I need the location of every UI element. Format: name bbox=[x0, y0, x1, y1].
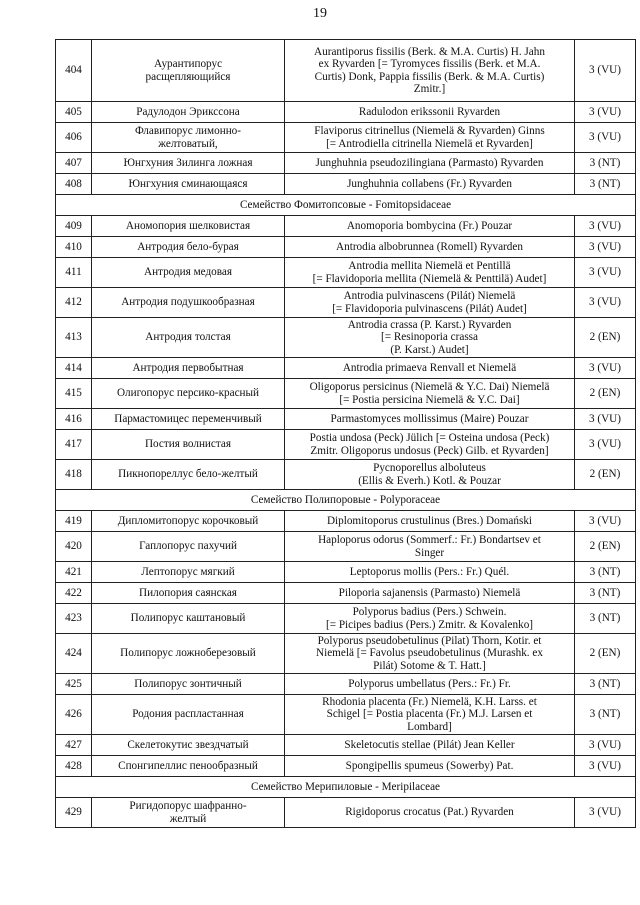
russian-name-line: Пилопория саянская bbox=[139, 586, 237, 599]
russian-name bbox=[92, 174, 285, 195]
status-category: 3 (VU) bbox=[575, 288, 636, 318]
russian-name-line: Радулодон Эрикссона bbox=[136, 105, 240, 118]
species-row bbox=[56, 40, 636, 102]
russian-name-line: Юнгхуния сминающаяся bbox=[128, 177, 248, 190]
latin-name bbox=[285, 674, 575, 695]
red-list-table bbox=[55, 39, 636, 828]
russian-name bbox=[92, 695, 285, 735]
status-category: 3 (VU) bbox=[575, 409, 636, 430]
russian-name bbox=[92, 216, 285, 237]
status-category: 3 (VU) bbox=[575, 798, 636, 828]
russian-name bbox=[92, 583, 285, 604]
species-row bbox=[56, 735, 636, 756]
status-category: 3 (NT) bbox=[575, 562, 636, 583]
species-row bbox=[56, 460, 636, 490]
russian-name-line: Антродия толстая bbox=[145, 331, 231, 344]
russian-name-line: Постия волнистая bbox=[144, 438, 232, 451]
species-row bbox=[56, 562, 636, 583]
latin-name-line: Antrodia mellita Niemelä et Pentillä bbox=[348, 260, 511, 272]
russian-name-line: Гаплопорус пахучий bbox=[139, 540, 237, 553]
latin-name-line: Polyporus pseudobetulinus (Pilat) Thorn, Kotir. et bbox=[317, 634, 542, 647]
russian-name bbox=[92, 756, 285, 777]
russian-name-line: Антродия медовая bbox=[143, 266, 232, 279]
latin-name-line: Schigel [= Postia placenta (Fr.) M.J. Larsen et bbox=[326, 708, 533, 721]
status-category: 3 (VU) bbox=[575, 430, 636, 460]
species-row bbox=[56, 409, 636, 430]
russian-name-line: Пармастомицес переменчивый bbox=[114, 412, 262, 425]
species-number: 420 bbox=[56, 532, 92, 562]
latin-name-line: Polyporus badius (Pers.) Schwein. bbox=[352, 606, 507, 618]
latin-name bbox=[285, 604, 575, 634]
russian-name-line: Полипорус зонтичный bbox=[134, 677, 242, 690]
russian-name bbox=[92, 358, 285, 379]
latin-name-line: Piloporia sajanensis (Parmasto) Niemelä bbox=[338, 586, 521, 599]
latin-name bbox=[285, 756, 575, 777]
species-number: 408 bbox=[56, 174, 92, 195]
family-name: Семейство Мерипиловые - Meripilaceae bbox=[56, 777, 636, 798]
status-category: 3 (VU) bbox=[575, 123, 636, 153]
russian-name bbox=[92, 460, 285, 490]
species-row bbox=[56, 318, 636, 358]
latin-name-line: Oligoporus persicinus (Niemelä & Y.C. Dai) Niemelä bbox=[309, 381, 550, 393]
species-row bbox=[56, 237, 636, 258]
latin-name-line: Pilát) Sotome & T. Hatt.] bbox=[373, 659, 486, 672]
species-row bbox=[56, 798, 636, 828]
latin-name-line: Junghuhnia pseudozilingiana (Parmasto) Ryvarden bbox=[315, 156, 544, 169]
latin-name bbox=[285, 174, 575, 195]
russian-name-line: Родония распластанная bbox=[132, 708, 244, 721]
species-number: 410 bbox=[56, 237, 92, 258]
species-number: 419 bbox=[56, 511, 92, 532]
russian-name bbox=[92, 511, 285, 532]
status-category: 3 (NT) bbox=[575, 174, 636, 195]
species-row bbox=[56, 674, 636, 695]
russian-name-line: Пикнопореллус бело-желтый bbox=[118, 468, 258, 481]
family-name: Семейство Полипоровые - Polyporaceae bbox=[56, 490, 636, 511]
russian-name bbox=[92, 102, 285, 123]
latin-name bbox=[285, 258, 575, 288]
latin-name bbox=[285, 430, 575, 460]
status-category: 3 (NT) bbox=[575, 604, 636, 634]
status-category: 3 (VU) bbox=[575, 756, 636, 777]
latin-name-line: Antrodia pulvinascens (Pilát) Niemelä bbox=[343, 290, 516, 302]
russian-name-line: Аномопория шелковистая bbox=[125, 219, 251, 232]
status-category: 3 (NT) bbox=[575, 674, 636, 695]
species-row bbox=[56, 102, 636, 123]
latin-name-line: Diplomitoporus crustulinus (Bres.) Domański bbox=[326, 514, 533, 527]
latin-name bbox=[285, 583, 575, 604]
latin-name bbox=[285, 153, 575, 174]
russian-name-line: Полипорус ложноберезовый bbox=[120, 647, 256, 660]
latin-name bbox=[285, 216, 575, 237]
species-number: 413 bbox=[56, 318, 92, 358]
russian-name bbox=[92, 318, 285, 358]
russian-name-line: расщепляющийся bbox=[145, 70, 231, 83]
species-row bbox=[56, 430, 636, 460]
latin-name-line: (Ellis & Everh.) Kotl. & Pouzar bbox=[358, 474, 501, 487]
russian-name-line: Флавипорус лимонно- bbox=[134, 125, 242, 137]
russian-name-line: Юнгхуния Зилинга ложная bbox=[123, 156, 253, 169]
russian-name-line: Аурантипорус bbox=[153, 58, 223, 70]
latin-name bbox=[285, 409, 575, 430]
species-number: 409 bbox=[56, 216, 92, 237]
latin-name-line: [= Flavidoporia pulvinascens (Pilát) Audet] bbox=[332, 302, 527, 315]
species-number: 423 bbox=[56, 604, 92, 634]
latin-name-line: Spongipellis spumeus (Sowerby) Pat. bbox=[345, 759, 514, 772]
latin-name-line: Pycnoporellus alboluteus bbox=[373, 462, 486, 474]
status-category: 2 (EN) bbox=[575, 532, 636, 562]
latin-name bbox=[285, 237, 575, 258]
latin-name-line: Anomoporia bombycina (Fr.) Pouzar bbox=[346, 219, 513, 232]
species-row bbox=[56, 532, 636, 562]
status-category: 2 (EN) bbox=[575, 460, 636, 490]
species-number: 422 bbox=[56, 583, 92, 604]
russian-name-line: Спонгипеллис пенообразный bbox=[118, 759, 258, 772]
species-number: 412 bbox=[56, 288, 92, 318]
species-row bbox=[56, 756, 636, 777]
status-category: 3 (VU) bbox=[575, 40, 636, 102]
status-category: 3 (VU) bbox=[575, 258, 636, 288]
species-row bbox=[56, 379, 636, 409]
species-number: 421 bbox=[56, 562, 92, 583]
latin-name-line: Zmitr. Oligoporus undosus (Peck) Gilb. et Ryvarden] bbox=[310, 444, 549, 457]
species-number: 406 bbox=[56, 123, 92, 153]
species-row bbox=[56, 583, 636, 604]
species-number: 411 bbox=[56, 258, 92, 288]
latin-name-line: Singer bbox=[414, 546, 445, 559]
latin-name bbox=[285, 102, 575, 123]
status-category: 3 (NT) bbox=[575, 695, 636, 735]
status-category: 2 (EN) bbox=[575, 379, 636, 409]
species-row bbox=[56, 174, 636, 195]
latin-name bbox=[285, 460, 575, 490]
species-row bbox=[56, 358, 636, 379]
species-number: 405 bbox=[56, 102, 92, 123]
family-header-row bbox=[56, 195, 636, 216]
latin-name-line: Flaviporus citrinellus (Niemelä & Ryvarden) Ginns bbox=[314, 125, 545, 137]
russian-name-line: Лептопорус мягкий bbox=[141, 565, 235, 578]
latin-name-line: [= Flavidoporia mellita (Niemelä & Penttilä) Audet] bbox=[312, 272, 547, 285]
table-body bbox=[56, 40, 636, 828]
species-row bbox=[56, 288, 636, 318]
latin-name bbox=[285, 695, 575, 735]
latin-name-line: Radulodon erikssonii Ryvarden bbox=[358, 105, 501, 118]
latin-name bbox=[285, 634, 575, 674]
russian-name-line: Олигопорус персико-красный bbox=[116, 387, 260, 400]
latin-name-line: Parmastomyces mollissimus (Maire) Pouzar bbox=[330, 412, 529, 425]
russian-name bbox=[92, 634, 285, 674]
latin-name bbox=[285, 318, 575, 358]
species-row bbox=[56, 604, 636, 634]
species-row bbox=[56, 216, 636, 237]
species-row bbox=[56, 634, 636, 674]
species-number: 417 bbox=[56, 430, 92, 460]
latin-name-line: Rigidoporus crocatus (Pat.) Ryvarden bbox=[345, 806, 514, 819]
status-category: 3 (NT) bbox=[575, 153, 636, 174]
species-number: 414 bbox=[56, 358, 92, 379]
species-number: 426 bbox=[56, 695, 92, 735]
latin-name-line: [= Antrodiella citrinella Niemelä et Ryvarden] bbox=[326, 137, 533, 150]
latin-name bbox=[285, 511, 575, 532]
status-category: 3 (VU) bbox=[575, 735, 636, 756]
species-number: 428 bbox=[56, 756, 92, 777]
latin-name bbox=[285, 358, 575, 379]
latin-name-line: Lombard] bbox=[407, 720, 452, 733]
russian-name-line: желтый bbox=[169, 812, 207, 825]
status-category: 3 (VU) bbox=[575, 102, 636, 123]
latin-name-line: Leptoporus mollis (Pers.: Fr.) Quél. bbox=[349, 565, 510, 578]
latin-name-line: Antrodia primaeva Renvall et Niemelä bbox=[342, 361, 517, 374]
species-number: 429 bbox=[56, 798, 92, 828]
species-row bbox=[56, 511, 636, 532]
russian-name bbox=[92, 532, 285, 562]
latin-name-line: Antrodia crassa (P. Karst.) Ryvarden bbox=[347, 318, 512, 331]
family-name: Семейство Фомитопсовые - Fomitopsidaceae bbox=[56, 195, 636, 216]
species-number: 407 bbox=[56, 153, 92, 174]
russian-name bbox=[92, 288, 285, 318]
latin-name-line: ex Ryvarden [= Tyromyces fissilis (Berk. et M.A. bbox=[318, 58, 541, 70]
latin-name bbox=[285, 123, 575, 153]
status-category: 3 (VU) bbox=[575, 216, 636, 237]
russian-name-line: Антродия подушкообразная bbox=[121, 296, 255, 309]
russian-name bbox=[92, 379, 285, 409]
latin-name bbox=[285, 379, 575, 409]
russian-name bbox=[92, 40, 285, 102]
russian-name bbox=[92, 237, 285, 258]
status-category: 3 (VU) bbox=[575, 358, 636, 379]
russian-name-line: Антродия первобытная bbox=[132, 361, 244, 374]
species-number: 424 bbox=[56, 634, 92, 674]
russian-name-line: Дипломитопорус корочковый bbox=[117, 514, 259, 527]
species-row bbox=[56, 153, 636, 174]
russian-name bbox=[92, 604, 285, 634]
latin-name-line: Junghuhnia collabens (Fr.) Ryvarden bbox=[347, 177, 512, 190]
latin-name-line: Curtis) Donk, Pappia fissilis (Berk. & M.A. Curtis) bbox=[314, 70, 545, 83]
russian-name-line: Скелетокутис звездчатый bbox=[127, 738, 249, 751]
species-row bbox=[56, 258, 636, 288]
latin-name-line: [= Postia persicina Niemelä & Y.C. Dai] bbox=[339, 393, 520, 406]
latin-name-line: Polyporus umbellatus (Pers.: Fr.) Fr. bbox=[348, 677, 511, 690]
latin-name-line: Skeletocutis stellae (Pilát) Jean Keller bbox=[344, 738, 515, 751]
latin-name-line: [= Resinoporia crassa bbox=[380, 331, 479, 344]
russian-name bbox=[92, 409, 285, 430]
russian-name bbox=[92, 258, 285, 288]
status-category: 2 (EN) bbox=[575, 318, 636, 358]
species-number: 418 bbox=[56, 460, 92, 490]
latin-name bbox=[285, 735, 575, 756]
species-number: 415 bbox=[56, 379, 92, 409]
russian-name bbox=[92, 430, 285, 460]
latin-name bbox=[285, 798, 575, 828]
russian-name bbox=[92, 123, 285, 153]
latin-name-line: Zmitr.] bbox=[413, 83, 446, 95]
latin-name bbox=[285, 288, 575, 318]
species-row bbox=[56, 123, 636, 153]
latin-name-line: (P. Karst.) Audet] bbox=[390, 343, 469, 356]
species-number: 427 bbox=[56, 735, 92, 756]
russian-name bbox=[92, 798, 285, 828]
russian-name-line: Антродия бело-бурая bbox=[137, 240, 239, 253]
status-category: 2 (EN) bbox=[575, 634, 636, 674]
page-number: 19 bbox=[313, 6, 327, 21]
status-category: 3 (NT) bbox=[575, 583, 636, 604]
latin-name bbox=[285, 40, 575, 102]
latin-name-line: Niemelä [= Favolus pseudobetulinus (Murashk. ex bbox=[316, 647, 543, 660]
family-header-row bbox=[56, 490, 636, 511]
russian-name bbox=[92, 153, 285, 174]
latin-name bbox=[285, 532, 575, 562]
russian-name bbox=[92, 735, 285, 756]
latin-name-line: Antrodia albobrunnea (Romell) Ryvarden bbox=[336, 240, 523, 253]
russian-name bbox=[92, 562, 285, 583]
latin-name-line: Aurantiporus fissilis (Berk. & M.A. Curtis) H. Jahn bbox=[314, 45, 545, 58]
latin-name-line: Haploporus odorus (Sommerf.: Fr.) Bondartsev et bbox=[318, 534, 541, 546]
latin-name-line: Postia undosa (Peck) Jülich [= Osteina undosa (Peck) bbox=[309, 432, 550, 444]
russian-name-line: Полипорус каштановый bbox=[130, 612, 246, 625]
russian-name-line: Ригидопорус шафранно- bbox=[129, 800, 247, 812]
russian-name-line: желтоватый, bbox=[158, 137, 218, 150]
species-number: 404 bbox=[56, 40, 92, 102]
latin-name bbox=[285, 562, 575, 583]
species-number: 425 bbox=[56, 674, 92, 695]
species-row bbox=[56, 695, 636, 735]
family-header-row bbox=[56, 777, 636, 798]
status-category: 3 (VU) bbox=[575, 511, 636, 532]
latin-name-line: Rhodonia placenta (Fr.) Niemelä, K.H. Larss. et bbox=[322, 695, 537, 708]
species-number: 416 bbox=[56, 409, 92, 430]
latin-name-line: [= Picipes badius (Pers.) Zmitr. & Kovalenko] bbox=[325, 618, 534, 631]
russian-name bbox=[92, 674, 285, 695]
status-category: 3 (VU) bbox=[575, 237, 636, 258]
